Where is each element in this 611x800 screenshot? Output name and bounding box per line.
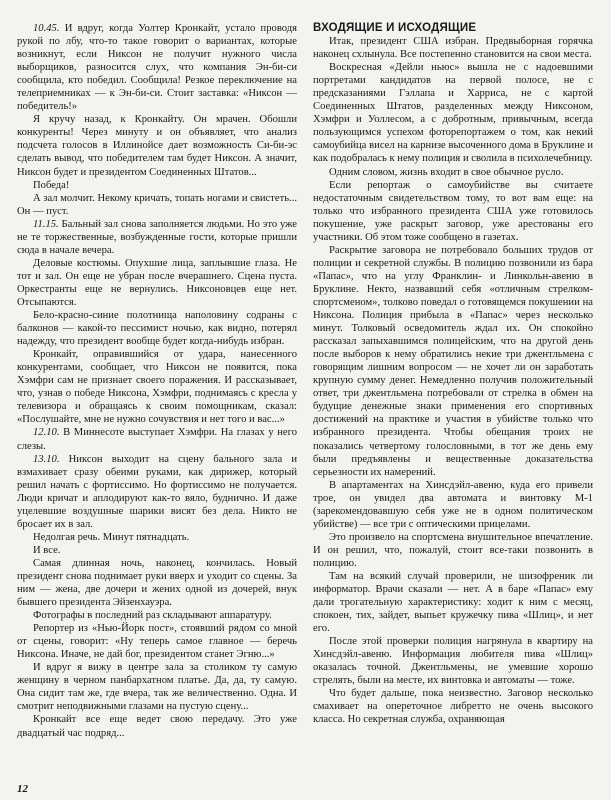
paragraph <box>17 192 297 218</box>
timestamp: 12.10. <box>33 427 60 439</box>
timestamp: 13.10. <box>33 453 60 465</box>
paragraph <box>313 35 593 61</box>
paragraph-text: Раскрытие заговора не потребовало больших трудов от полиции и секретной службы. В полицию позвонили из бара «Папас», что на углу Франклин- и Линкольн-авеню в Бруклине. Некто, назвавший себя «отличным стрелком-спортсменом», толково поведал о готовящемся покушении на Никсона. Полиция прибыла в «Папас» через несколько минут. Толковый осведомитель ждал их. Он спокойно рассказал запыхавшимся полицейским, что на другой день после выборов к нему обратились некие три джентльмена с говорящим лишним вопросом — не хочет ли он заработать крупную сумму денег. Немедленно получив положительный ответ, три джентльмена потребовали от стрелка в обмен на будущие денежные знаки применения его спортивных достижений на практике и участия в убийстве только что избранного президента. Чтобы обещания троих не показались четвертому голословными, в тот же день ему были предъявлены и вещественные доказательства серьезности их намерений. <box>313 244 593 478</box>
right-column <box>313 22 593 727</box>
paragraph-text: Бело-красно-синие полотнища наполовину содраны с балконов — какой-то пессимист ночью, как видно, потерял надежду, что президент вообще будет когда-нибудь избран. <box>17 310 297 348</box>
paragraph-text: Самая длинная ночь, наконец, кончилась. Новый президент снова поднимает руки вверх и уходит со сцены. За ним — жена, две дочери и жених одной из дочерей, внук бывшего президента Эйзенхауэра. <box>17 557 297 609</box>
paragraph-text: Деловые костюмы. Опухшие лица, заплывшие глаза. Не тот и зал. Он еще не убран после вчерашнего. Сцена пуста. Оркестранты еще не вернулись. Никсоновцев еще нет. Отсыпаются. <box>17 257 297 308</box>
page-number: 12 <box>17 783 28 795</box>
paragraph <box>17 609 297 622</box>
paragraph-text: Никсон выходит на сцену бального зала и взмахивает сразу обеими руками, как дирижер, который решил начать с фортиссимо. Но фортиссимо не получается. Люди кричат и аплодируют как-то вяло, буднично. И даже уцелевшие воздушные шарики висят без дела. Никто не бросает их в зал. <box>17 453 297 530</box>
paragraph-text: Фотографы в последний раз складывают аппаратуру. <box>33 610 272 622</box>
left-column <box>17 22 297 740</box>
paragraph <box>17 309 297 348</box>
paragraph <box>17 544 297 557</box>
paragraph <box>313 166 593 179</box>
paragraph <box>17 348 297 426</box>
paragraph-text: Кронкайт, оправившийся от удара, нанесенного конкурентами, сообщает, что Никсон не появится, пока Хэмфри сам не признает своего поражения. И рассказывает, что, узнав о победе Никсона, Хэмфри, поднимаясь с кресла у телевизора и обращаясь к своим помощникам, сказал: «Послушайте, мне не нужно сочувствия и нет того и вас...» <box>17 349 297 426</box>
paragraph <box>17 622 297 661</box>
paragraph-text: Одним словом, жизнь входит в свое обычное русло. <box>329 166 564 178</box>
paragraph <box>17 661 297 713</box>
paragraph-text: И вдруг, когда Уолтер Кронкайт, устало проводя рукой по лбу, что-то такое говорит о вариантах, которые возникнут, если Никсон не получит нужного числа выборщиков, разносится слух, что компания Эн-би-си сообщила, кто победил. Сообщила! Резкое переключение на телеприемниках — к Эн-би-си. Стоит заставка: «Никсон — победитель!» <box>17 23 297 113</box>
timestamp: 11.15. <box>33 218 59 230</box>
paragraph-text: Недолгая речь. Минут пятнадцать. <box>33 531 190 543</box>
paragraph-text: Итак, президент США избран. Предвыборная горячка наконец схлынула. Все постепенно становится на свои места. <box>313 36 593 61</box>
paragraph-text: Если репортаж о самоубийстве вы считаете недостаточным свидетельством тому, то вот вам еще: на только что избранного президента США уже готовилось покушение, уже раскрыт заговор, уже арестованы его участники. Об этом тоже сообщено в газетах. <box>313 179 593 243</box>
paragraph-text: Что будет дальше, пока неизвестно. Заговор несколько смахивает на опереточное либретто не очень высокого класса. Но секретная служба, охраняющая <box>313 688 593 726</box>
paragraph <box>313 179 593 244</box>
paragraph <box>17 557 297 609</box>
paragraph <box>17 453 297 531</box>
paragraph <box>17 218 297 257</box>
paragraph-text: Победа! <box>33 179 70 191</box>
paragraph-text: Кронкайт все еще ведет свою передачу. Это уже двадцатый час подряд... <box>17 714 297 739</box>
paragraph-text: В Миннесоте выступает Хэмфри. На глазах у него слезы. <box>17 427 297 452</box>
paragraph <box>313 61 593 165</box>
paragraph-text: Бальный зал снова заполняется людьми. Но это уже не те торжественные, возбужденные гости, которые пришли сюда в начале вечера. <box>17 218 297 256</box>
paragraph-text: В апартаментах на Хинсдэйл-авеню, куда его привели трое, он увидел два автомата и винтовку М-1 (зарекомендовавшую себя уже не в одном политическом убийстве) — все три с оптическими прицелами. <box>313 479 593 530</box>
paragraph-text: После этой проверки полиция нагрянула в квартиру на Хинсдэйл-авеню. Информация любителя пива «Шлиц» оказалась точной. Джентльмены, не умевшие хорошо стрелять, были на месте, их винтовка и автоматы — тоже. <box>313 636 593 687</box>
paragraph <box>313 479 593 531</box>
paragraph <box>17 113 297 178</box>
section-heading: ВХОДЯЩИЕ И ИСХОДЯЩИЕ <box>313 22 477 34</box>
paragraph <box>17 426 297 452</box>
paragraph <box>313 570 593 635</box>
paragraph-text: А зал молчит. Некому кричать, топать ногами и свистеть... Он — пуст. <box>17 192 297 217</box>
paragraph <box>17 531 297 544</box>
paragraph <box>313 635 593 687</box>
paragraph-text: Я кручу назад, к Кронкайту. Он мрачен. Обошли конкуренты! Через минуту и он объявляет, что анализ подсчета голосов в Иллинойсе дает возможность Си-би-эс сделать вывод, что победителем там будет Никсон. А значит, Никсон будет и президентом Соединенных Штатов... <box>17 114 297 178</box>
paragraph-text: И все. <box>33 544 61 556</box>
paragraph <box>17 22 297 113</box>
paragraph <box>313 244 593 479</box>
paragraph-text: Это произвело на спортсмена внушительное впечатление. И он решил, что, пожалуй, стоит все-таки позвонить в полицию. <box>313 531 593 569</box>
paragraph <box>17 257 297 309</box>
paragraph <box>17 179 297 192</box>
paragraph-text: Там на всякий случай проверили, не шизофреник ли информатор. Врачи сказали — нет. А в баре «Папас» ему дали трогательную характеристику: ходит к ним с месяц, спокоен, тих, зайдет, выпьет кружечку пива «Шлиц», и нет его. <box>313 570 593 635</box>
paragraph-text: Воскресная «Дейли ньюс» вышла не с надоевшими портретами кандидатов на первой полосе, не с предсказаниями Гэллапа и Харриса, не с картой Соединенных Штатов, разделенных между Никсоном, Хэмфри и Уоллесом, а с добротным, привычным, всегда пользующимся успехом фоторепортажем о том, как некий самоубийца висел на карнизе высоченного дома в Бруклине и как подобралась к нему полиция и сволила в психолечебницу. <box>313 62 593 165</box>
paragraph-text: И вдруг я вижу в центре зала за столиком ту самую женщину в черном панбархатном платье. Да, да, ту самую. Она сидит там же, где вчера, так же величественно. Одна. И смотрит неподвижными глазами на пустую сцену... <box>17 662 297 713</box>
paragraph <box>313 531 593 570</box>
paragraph-text: Репортер из «Нью-Йорк пост», стоявший рядом со мной от сцены, говорит: «Ну теперь самое главное — беречь Никсона. Иначе, не дай бог, президентом станет Эгню...» <box>17 623 297 661</box>
paragraph <box>313 687 593 726</box>
timestamp: 10.45. <box>33 23 60 34</box>
paragraph <box>17 713 297 739</box>
